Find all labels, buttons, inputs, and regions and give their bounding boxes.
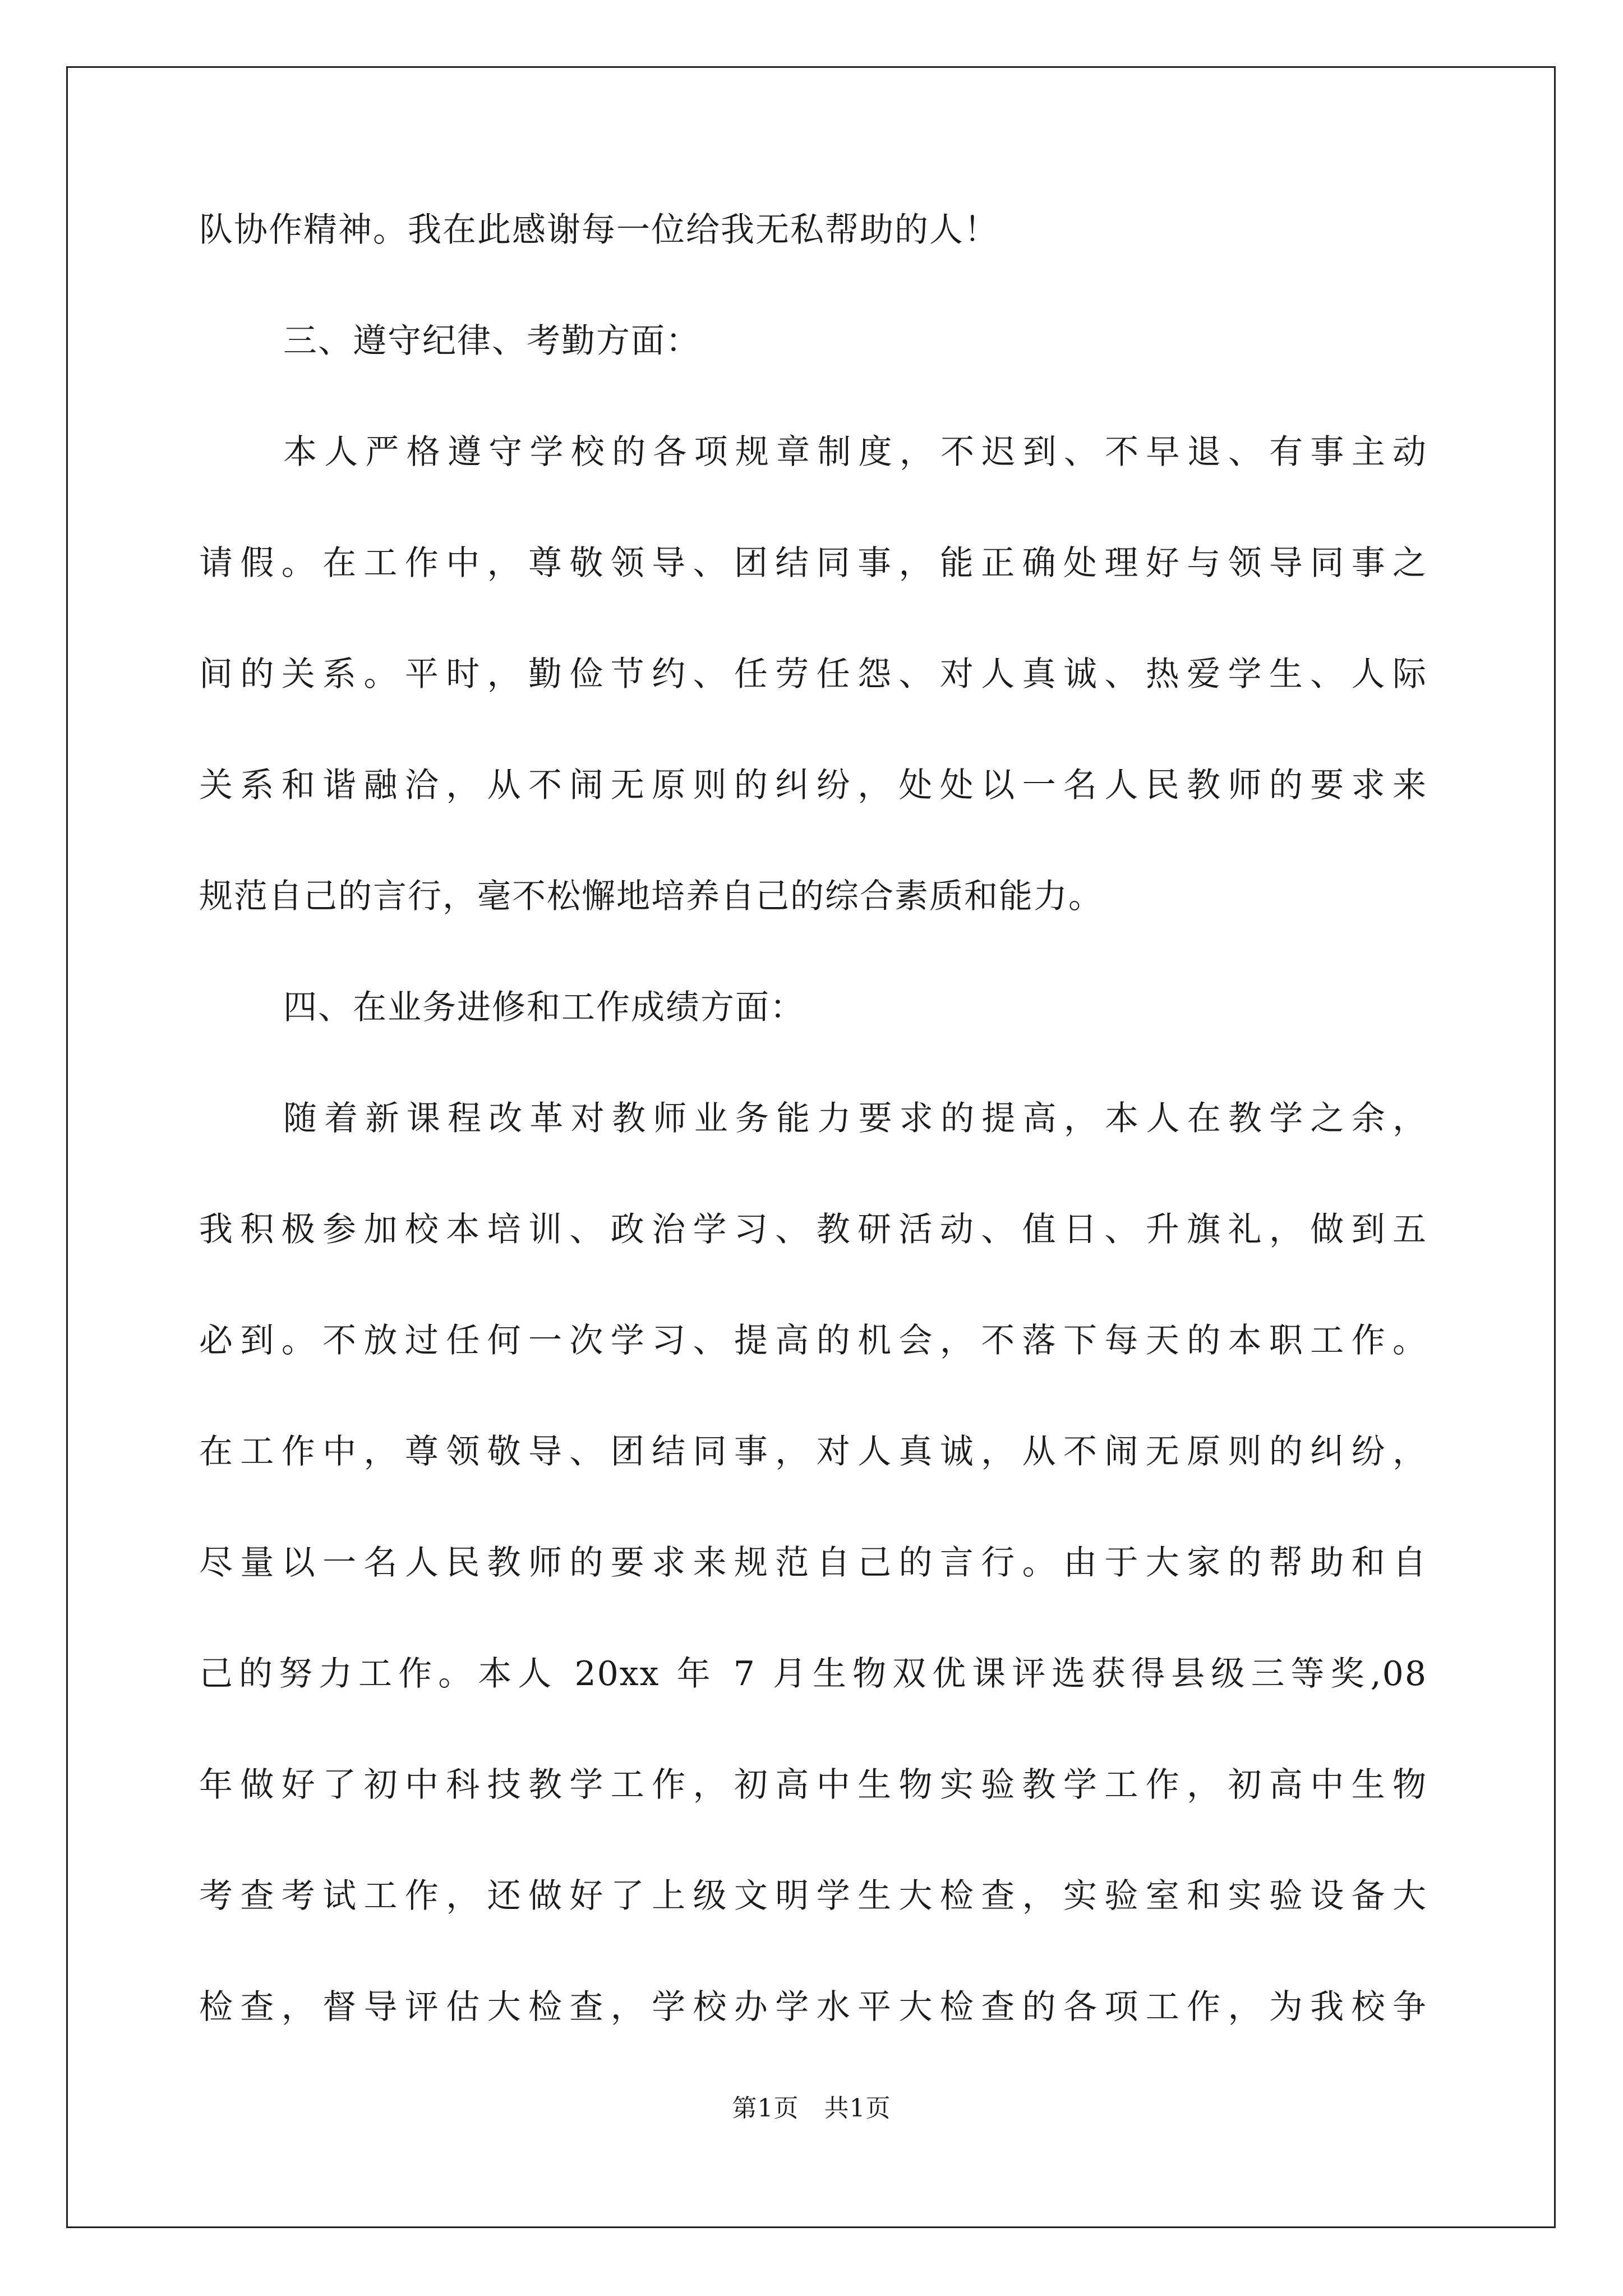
text-line: 请假。在工作中，尊敬领导、团结同事，能正确处理好与领导同事之 xyxy=(199,544,1427,583)
text-line: 本人严格遵守学校的各项规章制度，不迟到、不早退、有事主动 xyxy=(283,432,1427,472)
text-line: 必到。不放过任何一次学习、提高的机会，不落下每天的本职工作。 xyxy=(199,1321,1427,1360)
text-line: 随着新课程改革对教师业务能力要求的提高，本人在教学之余， xyxy=(283,1099,1427,1138)
text-line: 年做好了初中科技教学工作，初高中生物实验教学工作，初高中生物 xyxy=(199,1765,1427,1805)
section-heading: 四、在业务进修和工作成绩方面： xyxy=(283,988,805,1027)
text-line: 考查考试工作，还做好了上级文明学生大检查，实验室和实验设备大 xyxy=(199,1876,1427,1916)
text-line: 队协作精神。我在此感谢每一位给我无私帮助的人！ xyxy=(199,210,999,250)
section-heading: 三、遵守纪律、考勤方面： xyxy=(283,321,700,361)
text-line: 间的关系。平时，勤俭节约、任劳任怨、对人真诚、热爱学生、人际 xyxy=(199,655,1427,694)
page-number-footer: 第1页 共1页 xyxy=(732,2094,891,2123)
text-line: 关系和谐融洽，从不闹无原则的纠纷，处处以一名人民教师的要求来 xyxy=(199,766,1427,805)
text-line: 己的努力工作。本人 20xx 年 7 月生物双优课评选获得县级三等奖,08 xyxy=(199,1654,1427,1694)
text-line: 尽量以一名人民教师的要求来规范自己的言行。由于大家的帮助和自 xyxy=(199,1543,1427,1582)
text-line: 在工作中，尊领敬导、团结同事，对人真诚，从不闹无原则的纠纷， xyxy=(199,1432,1427,1471)
text-line: 我积极参加校本培训、政治学习、教研活动、值日、升旗礼，做到五 xyxy=(199,1210,1427,1249)
text-line: 检查，督导评估大检查，学校办学水平大检查的各项工作，为我校争 xyxy=(199,1987,1427,2027)
document-body xyxy=(199,210,1427,2101)
text-line: 规范自己的言行，毫不松懈地培养自己的综合素质和能力。 xyxy=(199,877,1103,916)
